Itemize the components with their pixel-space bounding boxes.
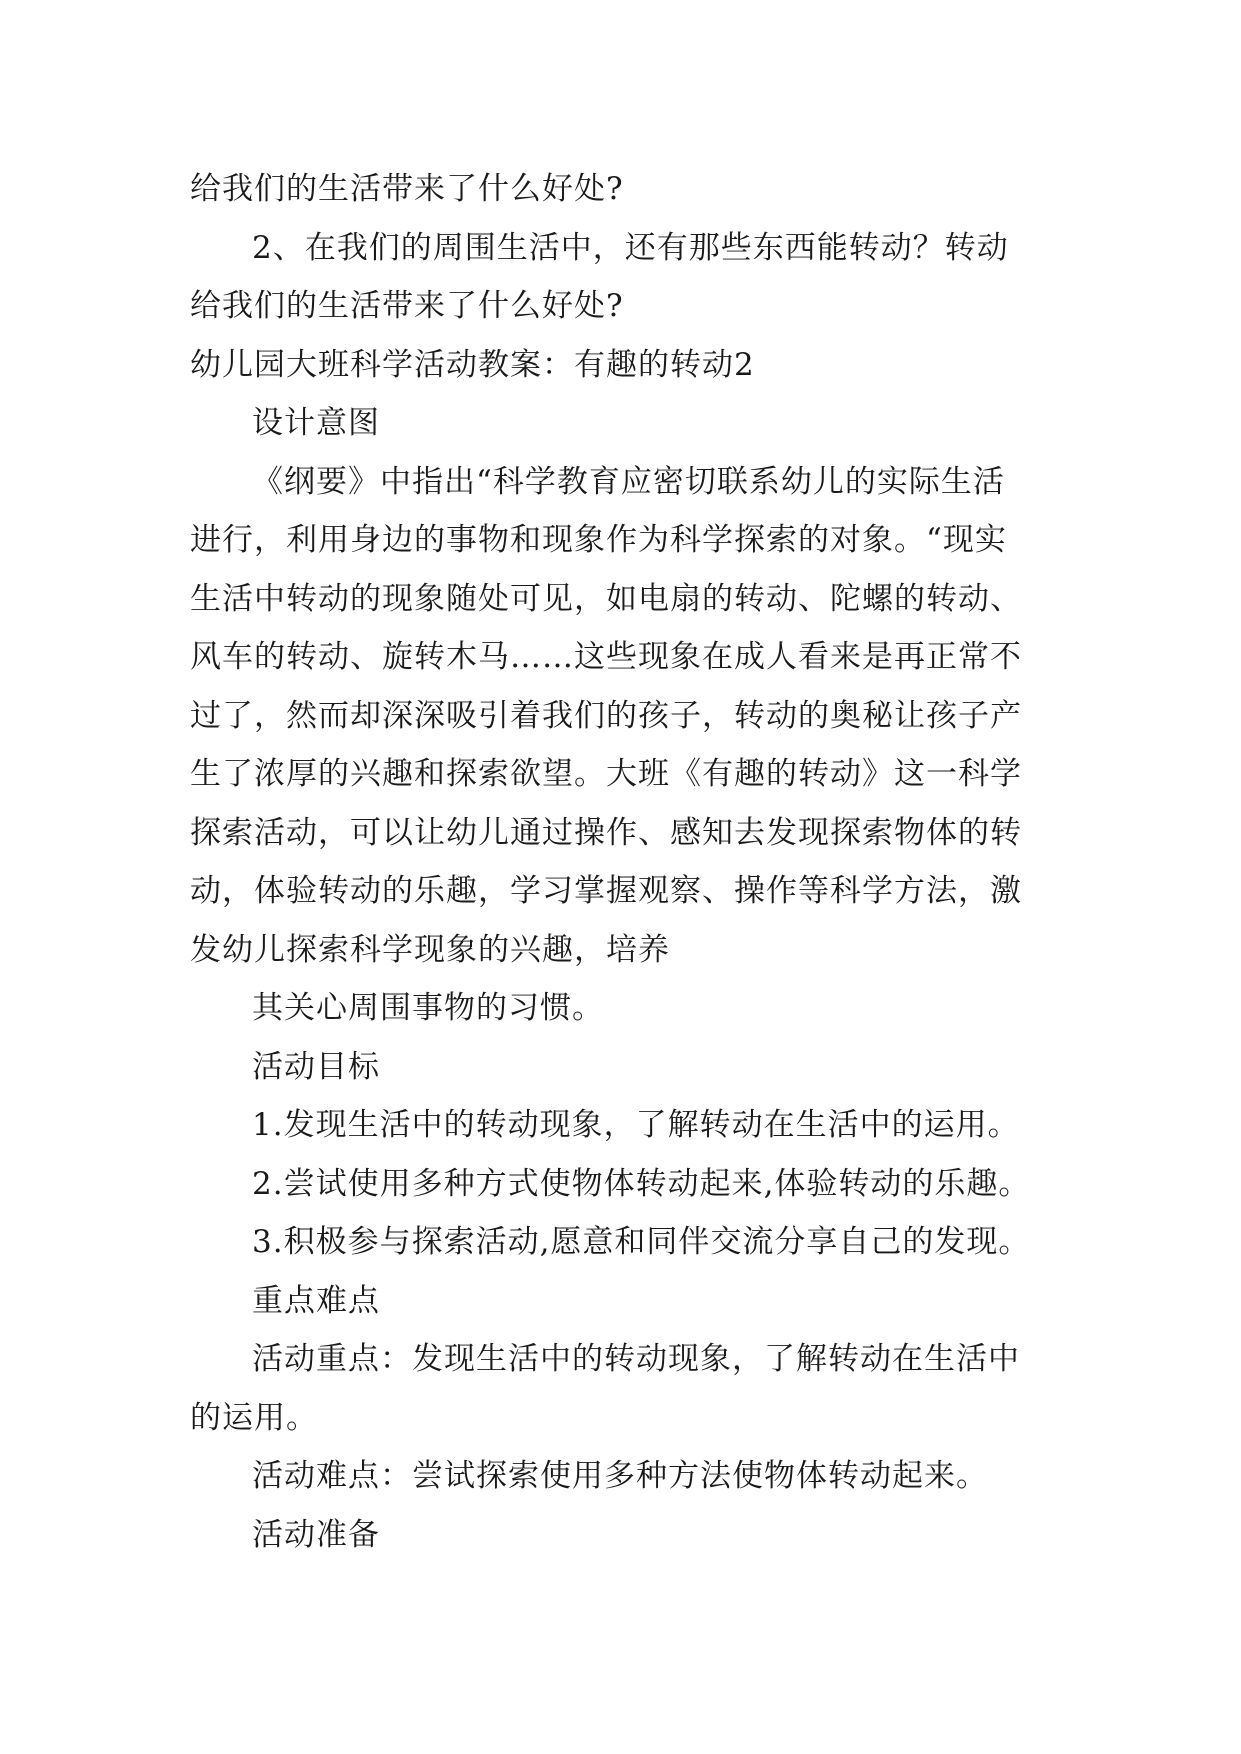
section-heading-design-intent: 设计意图: [252, 405, 380, 441]
section-heading-key-points: 重点难点: [252, 1282, 380, 1319]
text-line-21: 活动重点：发现生活中的转动现象，了解转动在生活中: [252, 1341, 1020, 1377]
text-line-12: 探索活动，可以让幼儿通过操作、感知去发现探索物体的转: [190, 814, 1022, 851]
goal-item-2: 2.尝试使用多种方式使物体转动起来,体验转动的乐趣。: [252, 1165, 1031, 1202]
text-line-15: 其关心周围事物的习惯。: [252, 990, 604, 1026]
text-line-8: 生活中转动的现象随处可见，如电扇的转动、陀螺的转动、: [190, 580, 1022, 617]
text-line-22: 的运用。: [190, 1399, 318, 1436]
document-body: [190, 160, 1070, 1564]
text-line-7: 进行，利用身边的事物和现象作为科学探索的对象。“现实: [190, 522, 1007, 558]
text-line-14: 发幼儿探索科学现象的兴趣，培养: [190, 931, 670, 968]
goal-item-1: 1.发现生活中的转动现象，了解转动在生活中的运用。: [252, 1107, 1020, 1143]
text-line-23: 活动难点：尝试探索使用多种方法使物体转动起来。: [252, 1458, 988, 1494]
lesson-title: 幼儿园大班科学活动教案：有趣的转动2: [190, 346, 755, 383]
section-heading-activity-goals: 活动目标: [252, 1048, 380, 1085]
text-line-6: 《纲要》中指出“科学教育应密切联系幼儿的实际生活: [252, 463, 1005, 500]
text-line-11: 生了浓厚的兴趣和探索欲望。大班《有趣的转动》这一科学: [190, 756, 1022, 792]
section-heading-preparation: 活动准备: [252, 1516, 380, 1553]
text-line-13: 动，体验转动的乐趣，学习掌握观察、操作等科学方法，激: [190, 873, 1022, 909]
text-line-10: 过了，然而却深深吸引着我们的孩子，转动的奥秘让孩子产: [190, 697, 1022, 734]
text-line-3: 给我们的生活带来了什么好处?: [190, 288, 624, 324]
goal-item-3: 3.积极参与探索活动,愿意和同伴交流分享自己的发现。: [252, 1224, 1031, 1260]
text-line-2: 2、在我们的周围生活中，还有那些东西能转动？转动: [252, 229, 1009, 266]
text-line-9: 风车的转动、旋转木马……这些现象在成人看来是再正常不: [190, 639, 1022, 675]
text-line-1: 给我们的生活带来了什么好处?: [190, 171, 624, 207]
